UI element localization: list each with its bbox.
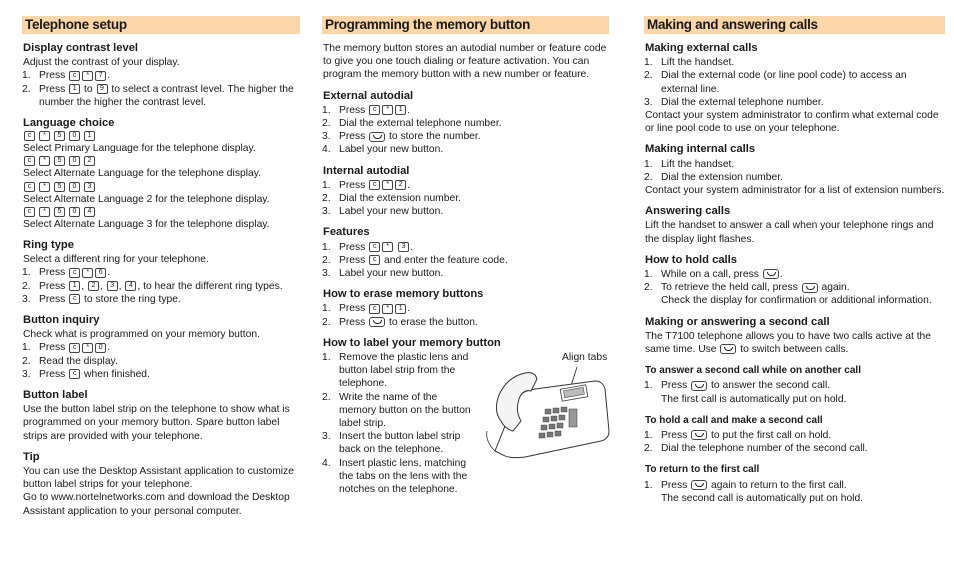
digit-key-icon: 1 — [395, 304, 406, 314]
align-tabs-label: Align tabs — [562, 352, 608, 364]
digit-key-icon: 9 — [97, 84, 108, 94]
language-option-text: Select Primary Language for the telephone display. — [23, 143, 256, 155]
digit-key-icon: 3 — [107, 281, 118, 291]
tip-text-2: Go to www.nortelnetworks.com and download the Desktop Assistant application to your personal computer. — [23, 492, 290, 517]
key-sequence — [23, 207, 300, 217]
digit-key-icon: 4 — [84, 207, 95, 217]
feature-key-icon: c — [24, 207, 35, 217]
hold-key-icon — [720, 344, 736, 354]
feature-key-icon: c — [69, 294, 80, 304]
internal-autodial-section — [322, 165, 609, 219]
step-1: 1. Press c * 2 . — [322, 179, 411, 191]
step-1: 1. Press c * 7 . — [22, 70, 111, 82]
section-intro: Adjust the contrast of your display. — [23, 57, 180, 69]
section-title: How to hold calls — [645, 253, 737, 266]
star-key-icon: * — [82, 71, 93, 81]
section-intro: Check what is programmed on your memory button. — [23, 329, 260, 341]
section-title: How to erase memory buttons — [323, 288, 484, 301]
section-text: Use the button label strip on the telephone to show what is programmed on your memory button. Spare button label strips are provided with your telephone. — [23, 404, 290, 442]
step-3: 3. Label your new button. — [322, 268, 444, 280]
digit-key-icon: 2 — [395, 180, 406, 190]
steps-list — [644, 379, 945, 405]
feature-key-icon: c — [369, 242, 380, 252]
digit-key-icon: 1 — [395, 105, 406, 115]
step-3: 3. Insert the button label strip back on the telephone. — [322, 431, 461, 456]
memory-button-intro: The memory button stores an autodial number or feature code to give you one touch dialing or feature activation. You can program the memory button with a new number or feature. — [323, 43, 607, 81]
second-call-section — [644, 316, 945, 357]
hold-key-icon — [691, 381, 707, 391]
digit-key-icon: 4 — [125, 281, 136, 291]
step-1: 1. Press to answer the second call. The first call is automatically put on hold. — [644, 380, 847, 405]
star-key-icon: * — [39, 131, 50, 141]
digit-key-icon: 5 — [54, 156, 65, 166]
section-title: Making or answering a second call — [645, 315, 830, 328]
column-programming-memory — [322, 16, 609, 504]
section-title: Button label — [23, 389, 88, 402]
steps-list — [322, 241, 609, 281]
steps-list — [322, 179, 609, 219]
language-option-text: Select Alternate Language for the telephone display. — [23, 168, 261, 180]
section-title: Making external calls — [645, 42, 758, 54]
step-2: 2. Dial the external telephone number. — [322, 118, 502, 130]
step-1: 1. Lift the handset. — [644, 158, 735, 170]
hold-calls-section — [644, 254, 945, 308]
hold-key-icon — [763, 269, 779, 279]
feature-key-icon: c — [369, 304, 380, 314]
step-2: 2. Press to erase the button. — [322, 316, 478, 328]
key-sequence — [23, 182, 300, 192]
star-key-icon: * — [39, 207, 50, 217]
steps-list — [644, 158, 945, 184]
answering-calls-section — [644, 205, 945, 246]
section-title: Making internal calls — [645, 143, 756, 156]
return-first-call-section — [644, 463, 945, 505]
steps-list — [644, 479, 945, 505]
external-autodial-section — [322, 90, 609, 157]
digit-key-icon: 0 — [69, 156, 80, 166]
steps-list — [22, 69, 300, 109]
feature-key-icon: c — [69, 369, 80, 379]
digit-key-icon: 7 — [95, 71, 106, 81]
feature-key-icon: c — [69, 343, 80, 353]
section-note: Contact your system administrator to confirm what external code or line pool code to use on your telephone. — [645, 110, 939, 135]
star-key-icon: * — [39, 156, 50, 166]
star-key-icon: * — [382, 304, 393, 314]
section-note: Contact your system administrator for a list of extension numbers. — [645, 185, 945, 197]
step-3: 3. Label your new button. — [322, 206, 444, 218]
feature-key-icon: c — [369, 255, 380, 265]
ring-type-section — [22, 239, 300, 306]
column-telephone-setup — [22, 16, 300, 526]
step-1: 1. Press c * 1 . — [322, 303, 411, 315]
steps-list — [322, 104, 609, 157]
digit-key-icon: 2 — [84, 156, 95, 166]
digit-key-icon: 5 — [54, 131, 65, 141]
digit-key-icon: 1 — [84, 131, 95, 141]
section-banner-telephone-setup: Telephone setup — [22, 16, 300, 34]
section-title: Internal autodial — [323, 164, 410, 177]
step-2: 2. Dial the external code (or line pool code) to access an external line. — [644, 70, 907, 95]
step-2: 2. Dial the extension number. — [322, 193, 461, 205]
star-key-icon: * — [82, 343, 93, 353]
section-title: External autodial — [323, 89, 414, 102]
steps-list — [644, 429, 945, 455]
language-option-text: Select Alternate Language 3 for the telephone display. — [23, 218, 270, 230]
step-1: 1. Press c * 0 . — [22, 342, 111, 354]
external-calls-section — [644, 42, 945, 135]
step-1: 1. Press c * 6 . — [22, 267, 111, 279]
step-2: 2. Dial the extension number. — [644, 171, 783, 183]
hold-key-icon — [802, 283, 818, 293]
step-3: 3. Press c when finished. — [22, 368, 150, 380]
answer-second-call-section — [644, 364, 945, 406]
feature-key-icon: c — [24, 131, 35, 141]
step-1: 1. Press again to return to the first call. The second call is automatically put on hold. — [644, 479, 864, 504]
star-key-icon: * — [39, 182, 50, 192]
language-choice-section — [22, 117, 300, 231]
feature-key-icon: c — [24, 182, 35, 192]
hold-key-icon — [691, 430, 707, 440]
section-title: Features — [323, 226, 370, 239]
steps-list — [322, 302, 609, 328]
digit-key-icon: 0 — [69, 207, 80, 217]
tip-section — [22, 451, 300, 518]
feature-key-icon: c — [69, 268, 80, 278]
digit-key-icon: 5 — [54, 182, 65, 192]
section-text: The T7100 telephone allows you to have two calls active at the same time. Use to switch between calls. — [645, 330, 932, 356]
digit-key-icon: 0 — [69, 131, 80, 141]
section-text: Lift the handset to answer a call when your telephone rings and the display light flashes. — [645, 220, 934, 245]
star-key-icon: * — [382, 242, 393, 252]
hold-key-icon — [691, 480, 707, 490]
telephone-illustration — [485, 351, 610, 461]
feature-key-icon: c — [369, 105, 380, 115]
internal-calls-section — [644, 143, 945, 197]
step-1: 1. While on a call, press . — [644, 269, 783, 281]
label-memory-section — [322, 337, 609, 496]
hold-make-second-section — [644, 414, 945, 456]
step-2: 2. Press 1 to 9 to select a contrast level. The higher the number the higher the contrast level. — [22, 83, 294, 108]
step-1: 1. Lift the handset. — [644, 57, 735, 69]
section-title: Language choice — [23, 117, 115, 130]
step-2: 2. Press 1 , 2 , 3 , 4 , to hear the different ring types. — [22, 280, 283, 292]
feature-key-icon: c — [369, 180, 380, 190]
steps-list — [22, 341, 300, 381]
subsection-title: To answer a second call while on another call — [645, 365, 861, 377]
button-label-section — [22, 389, 300, 443]
step-1: 1. Press c * 3 . — [322, 241, 413, 253]
step-4: 4. Insert plastic lens, matching the tabs on the lens with the notches on the telephone. — [322, 457, 468, 496]
step-2: 2. Write the name of the memory button on the button label strip. — [322, 391, 471, 430]
feature-key-icon: c — [69, 71, 80, 81]
release-key-icon — [369, 132, 385, 142]
step-2: 2. Press c and enter the feature code. — [322, 254, 508, 266]
key-sequence — [23, 156, 300, 166]
section-title: Display contrast level — [23, 42, 139, 54]
step-4: 4. Label your new button. — [322, 144, 444, 156]
digit-key-icon: 0 — [69, 182, 80, 192]
erase-memory-section — [322, 288, 609, 329]
feature-key-icon: c — [24, 156, 35, 166]
digit-key-icon: 1 — [69, 281, 80, 291]
digit-key-icon: 1 — [69, 84, 80, 94]
button-inquiry-section — [22, 314, 300, 381]
section-title: Ring type — [23, 239, 74, 252]
steps-list — [644, 268, 945, 308]
section-title: How to label your memory button — [323, 336, 501, 349]
features-section — [322, 226, 609, 280]
display-contrast-section — [22, 42, 300, 109]
digit-key-icon: 3 — [398, 242, 409, 252]
steps-list — [644, 56, 945, 109]
step-2: 2. To retrieve the held call, press again. Check the display for confirmation or additional information. — [644, 282, 932, 307]
section-title: Tip — [23, 450, 40, 463]
steps-list — [22, 266, 300, 306]
key-sequence — [23, 131, 300, 141]
step-1: 1. Remove the plastic lens and button label strip from the telephone. — [322, 352, 469, 390]
step-3: 3. Press to store the number. — [322, 131, 481, 143]
step-1: 1. Press to put the first call on hold. — [644, 430, 832, 442]
digit-key-icon: 3 — [84, 182, 95, 192]
step-3: 3. Press c to store the ring type. — [22, 293, 181, 305]
digit-key-icon: 6 — [95, 268, 106, 278]
steps-list — [322, 351, 472, 496]
subsection-title: To return to the first call — [645, 464, 760, 476]
step-1: 1. Press c * 1 . — [322, 104, 411, 116]
star-key-icon: * — [82, 268, 93, 278]
section-banner-making-calls: Making and answering calls — [644, 16, 945, 34]
step-3: 3. Dial the external telephone number. — [644, 96, 824, 108]
digit-key-icon: 2 — [88, 281, 99, 291]
star-key-icon: * — [382, 105, 393, 115]
column-making-answering — [644, 16, 945, 513]
step-2: 2. Read the display. — [22, 355, 118, 367]
language-option-text: Select Alternate Language 2 for the telephone display. — [23, 193, 270, 205]
section-banner-programming: Programming the memory button — [322, 16, 609, 34]
tip-text-1: You can use the Desktop Assistant application to customize button label strips for your telephone. — [23, 466, 294, 491]
star-key-icon: * — [382, 180, 393, 190]
section-intro: Select a different ring for your telephone. — [23, 254, 209, 266]
digit-key-icon: 0 — [95, 343, 106, 353]
release-key-icon — [369, 317, 385, 327]
subsection-title: To hold a call and make a second call — [645, 414, 823, 426]
section-title: Answering calls — [645, 205, 731, 218]
section-title: Button inquiry — [23, 314, 100, 327]
step-2: 2. Dial the telephone number of the second call. — [644, 443, 868, 455]
digit-key-icon: 5 — [54, 207, 65, 217]
